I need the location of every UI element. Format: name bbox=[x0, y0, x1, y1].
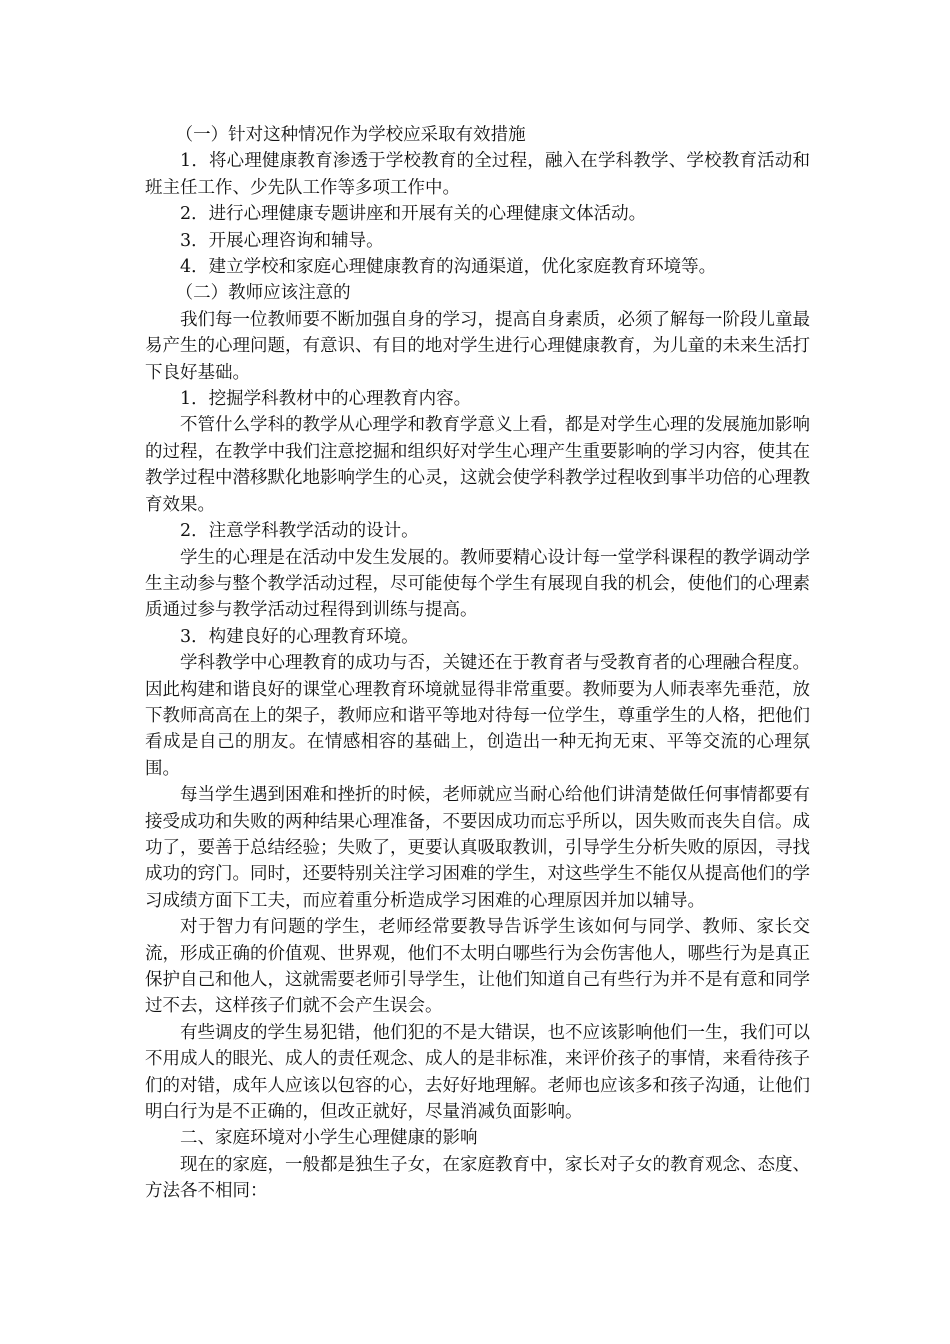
list-item: 3．开展心理咨询和辅导。 bbox=[180, 230, 384, 251]
body-paragraph: 学科教学中心理教育的成功与否，关键还在于教育者与受教育者的心理融合程度。因此构建和谐良好的课堂心理教育环境就显得非常重要。教师要为人师表率先垂范，放下教师高高在上的架子，教师应和谐平等地对待每一位学生，尊重学生的人格，把他们看成是自己的朋友。在情感相容的基础上，创造出一种无拘无束、平等交流的心理氛围。 bbox=[145, 653, 810, 779]
section-heading-teacher-notes: （二）教师应该注意的 bbox=[175, 283, 351, 304]
body-paragraph: 不管什么学科的教学从心理学和教育学意义上看，都是对学生心理的发展施加影响的过程，在教学中我们注意挖掘和组织好对学生心理产生重要影响的学习内容，使其在教学过程中潜移默化地影响学生的心灵，这就会使学科教学过程收到事半功倍的心理教育效果。 bbox=[145, 415, 810, 515]
body-paragraph: 我们每一位教师要不断加强自身的学习，提高自身素质，必须了解每一阶段儿童最易产生的心理问题，有意识、有目的地对学生进行心理健康教育，为儿童的未来生活打下良好基础。 bbox=[145, 309, 810, 383]
list-item: 1．将心理健康教育渗透于学校教育的全过程，融入在学科教学、学校教育活动和班主任工作、少先队工作等多项工作中。 bbox=[145, 151, 810, 198]
list-item: 2．进行心理健康专题讲座和开展有关的心理健康文体活动。 bbox=[180, 204, 647, 225]
section-heading-school-measures: （一）针对这种情况作为学校应采取有效措施 bbox=[175, 125, 526, 145]
body-paragraph: 有些调皮的学生易犯错，他们犯的不是大错误，也不应该影响他们一生，我们可以不用成人的眼光、成人的责任观念、成人的是非标准，来评价孩子的事情，来看待孩子们的对错，成年人应该以包容的心，去好好地理解。老师也应该多和孩子沟通，让他们明白行为是不正确的，但改正就好，尽量消减负面影响。 bbox=[145, 1022, 810, 1123]
list-item: 3．构建良好的心理教育环境。 bbox=[180, 626, 419, 647]
body-paragraph: 对于智力有问题的学生，老师经常要教导告诉学生该如何与同学、教师、家长交流，形成正确的价值观、世界观，他们不太明白哪些行为会伤害他人，哪些行为是真正保护自己和他人，这就需要老师引导学生，让他们知道自己有些行为并不是有意和同学过不去，这样孩子们就不会产生误会。 bbox=[145, 917, 810, 1017]
list-item: 1．挖掘学科教材中的心理教育内容。 bbox=[180, 389, 472, 410]
body-paragraph: 学生的心理是在活动中发生发展的。教师要精心设计每一堂学科课程的教学调动学生主动参与整个教学活动过程，尽可能使每个学生有展现自我的机会，使他们的心理素质通过参与教学活动过程得到训练与提高。 bbox=[145, 547, 810, 621]
document-body bbox=[145, 122, 810, 1205]
section-heading-family-environment: 二、家庭环境对小学生心理健康的影响 bbox=[180, 1128, 478, 1149]
body-paragraph: 现在的家庭，一般都是独生子女，在家庭教育中，家长对子女的教育观念、态度、方法各不相同： bbox=[145, 1154, 810, 1202]
list-item: 4．建立学校和家庭心理健康教育的沟通渠道，优化家庭教育环境等。 bbox=[180, 257, 717, 278]
body-paragraph: 每当学生遇到困难和挫折的时候，老师就应当耐心给他们讲清楚做任何事情都要有接受成功和失败的两种结果心理准备，不要因成功而忘乎所以，因失败而丧失自信。成功了，要善于总结经验；失败了，更要认真吸取教训，引导学生分析失败的原因，寻找成功的窍门。同时，还要特别关注学习困难的学生，对这些学生不能仅从提高他们的学习成绩方面下工夫，而应着重分析造成学习困难的心理原因并加以辅导。 bbox=[145, 785, 810, 911]
list-item: 2．注意学科教学活动的设计。 bbox=[180, 521, 419, 542]
